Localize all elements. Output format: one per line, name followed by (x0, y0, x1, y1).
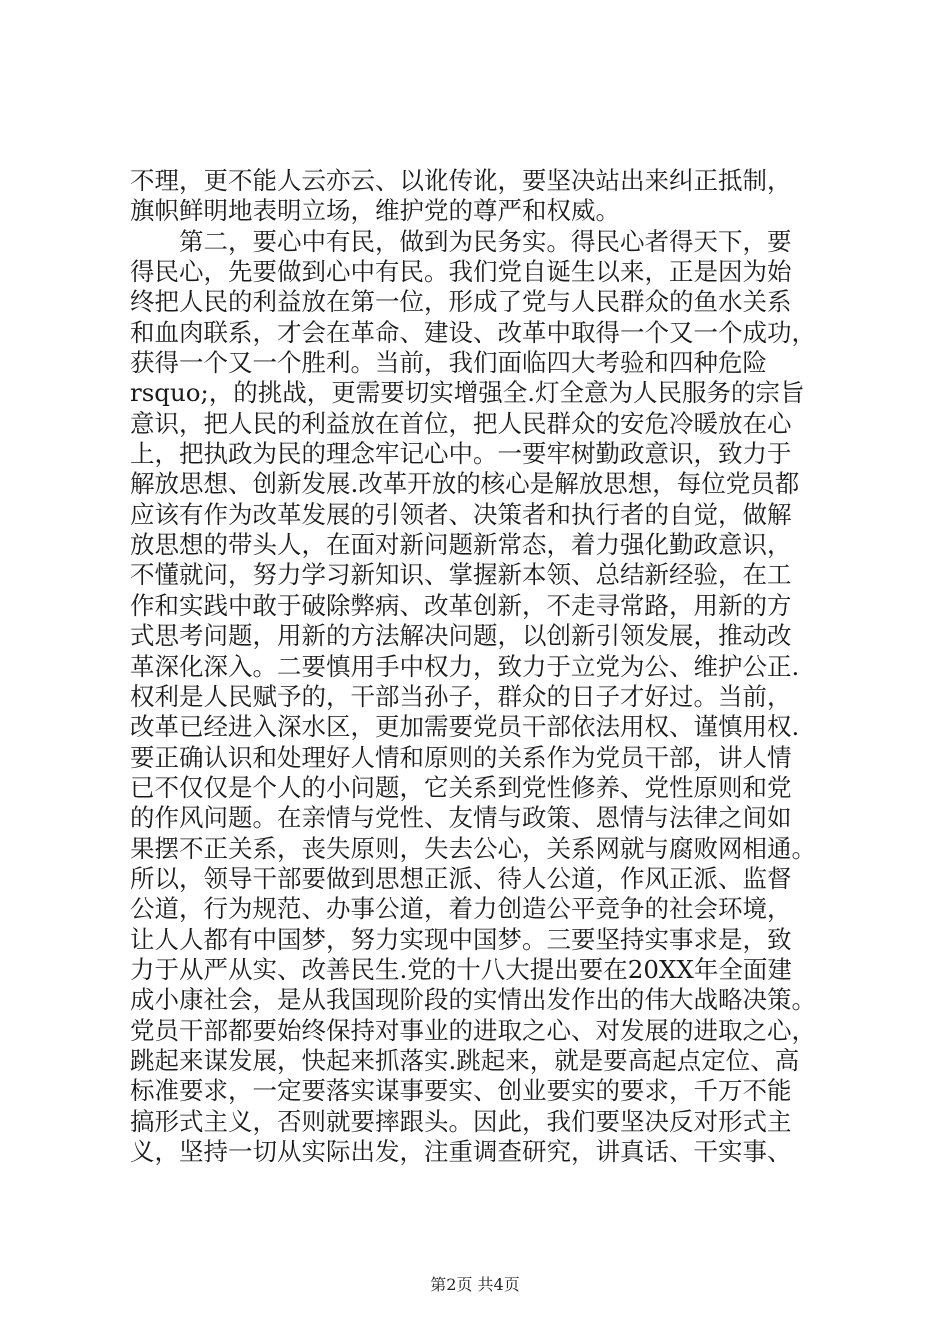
text-line: 义，坚持一切从实际出发，注重调查研究，讲真话、干实事、 (130, 1137, 792, 1166)
text-line: 上，把执政为民的理念牢记心中。一要牢树勤政意识，致力于 (130, 439, 792, 469)
text-line: 解放思想、创新发展.改革开放的核心是解放思想，每位党员都 (130, 469, 800, 499)
text-line: 获得一个又一个胜利。当前，我们面临四大考验和四种危险 (130, 348, 767, 378)
text-line: 公道，行为规范、办事公道，着力创造公平竞争的社会环境， (130, 894, 792, 924)
text-line: 意识，把人民的利益放在首位，把人民群众的安危冷暖放在心 (130, 408, 792, 438)
text-line: 力于从严从实、改善民生.党的十八大提出要在20XX年全面建 (130, 954, 792, 984)
text-line: 得民心，先要做到心中有民。我们党自诞生以来，正是因为始 (130, 257, 792, 287)
text-line: 放思想的带头人，在面对新问题新常态，着力强化勤政意识， (130, 530, 792, 560)
text-line: 已不仅仅是个人的小问题，它关系到党性修养、党性原则和党 (130, 772, 792, 802)
text-line: 成小康社会，是从我国现阶段的实情出发作出的伟大战略决策。 (130, 985, 816, 1015)
text-line: 的作风问题。在亲情与党性、友情与政策、恩情与法律之间如 (130, 803, 792, 833)
text-line: 权利是人民赋予的，干部当孙子，群众的日子才好过。当前， (130, 681, 792, 711)
text-line: 第二，要心中有民，做到为民务实。得民心者得天下，要 (130, 226, 792, 256)
text-line: 搞形式主义，否则就要摔跟头。因此，我们要坚决反对形式主 (130, 1106, 792, 1136)
text-line: 革深化深入。二要慎用手中权力，致力于立党为公、维护公正. (130, 651, 800, 681)
text-line: 作和实践中敢于破除弊病、改革创新，不走寻常路，用新的方 (130, 590, 792, 620)
text-line: 式思考问题，用新的方法解决问题，以创新引领发展，推动改 (130, 621, 792, 651)
text-line: 让人人都有中国梦，努力实现中国梦。三要坚持实事求是，致 (130, 924, 792, 954)
text-line: 旗帜鲜明地表明立场，维护党的尊严和权威。 (130, 196, 620, 226)
document-body-text (130, 166, 820, 1167)
text-line: 党员干部都要始终保持对事业的进取之心、对发展的进取之心， (130, 1015, 816, 1045)
page-footer: 第2页 共4页 (430, 1275, 520, 1294)
text-line: rsquo;，的挑战，更需要切实增强全.灯全意为人民服务的宗旨 (130, 378, 805, 408)
text-line: 改革已经进入深水区，更加需要党员干部依法用权、谨慎用权. (130, 712, 800, 742)
text-line: 标准要求，一定要落实谋事要实、创业要实的要求，千万不能 (130, 1076, 792, 1106)
text-line: 所以，领导干部要做到思想正派、待人公道，作风正派、监督 (130, 863, 792, 893)
text-line: 果摆不正关系，丧失原则，失去公心，关系网就与腐败网相通。 (130, 833, 816, 863)
text-line: 和血肉联系，才会在革命、建设、改革中取得一个又一个成功， (130, 317, 816, 347)
text-line: 应该有作为改革发展的引领者、决策者和执行者的自觉，做解 (130, 499, 792, 529)
text-line: 要正确认识和处理好人情和原则的关系作为党员干部，讲人情 (130, 742, 792, 772)
text-line: 不懂就问，努力学习新知识、掌握新本领、总结新经验，在工 (130, 560, 792, 590)
text-line: 不理，更不能人云亦云、以讹传讹，要坚决站出来纠正抵制， (130, 166, 792, 195)
text-line: 终把人民的利益放在第一位，形成了党与人民群众的鱼水关系 (130, 287, 792, 317)
text-line: 跳起来谋发展，快起来抓落实.跳起来，就是要高起点定位、高 (130, 1045, 800, 1075)
